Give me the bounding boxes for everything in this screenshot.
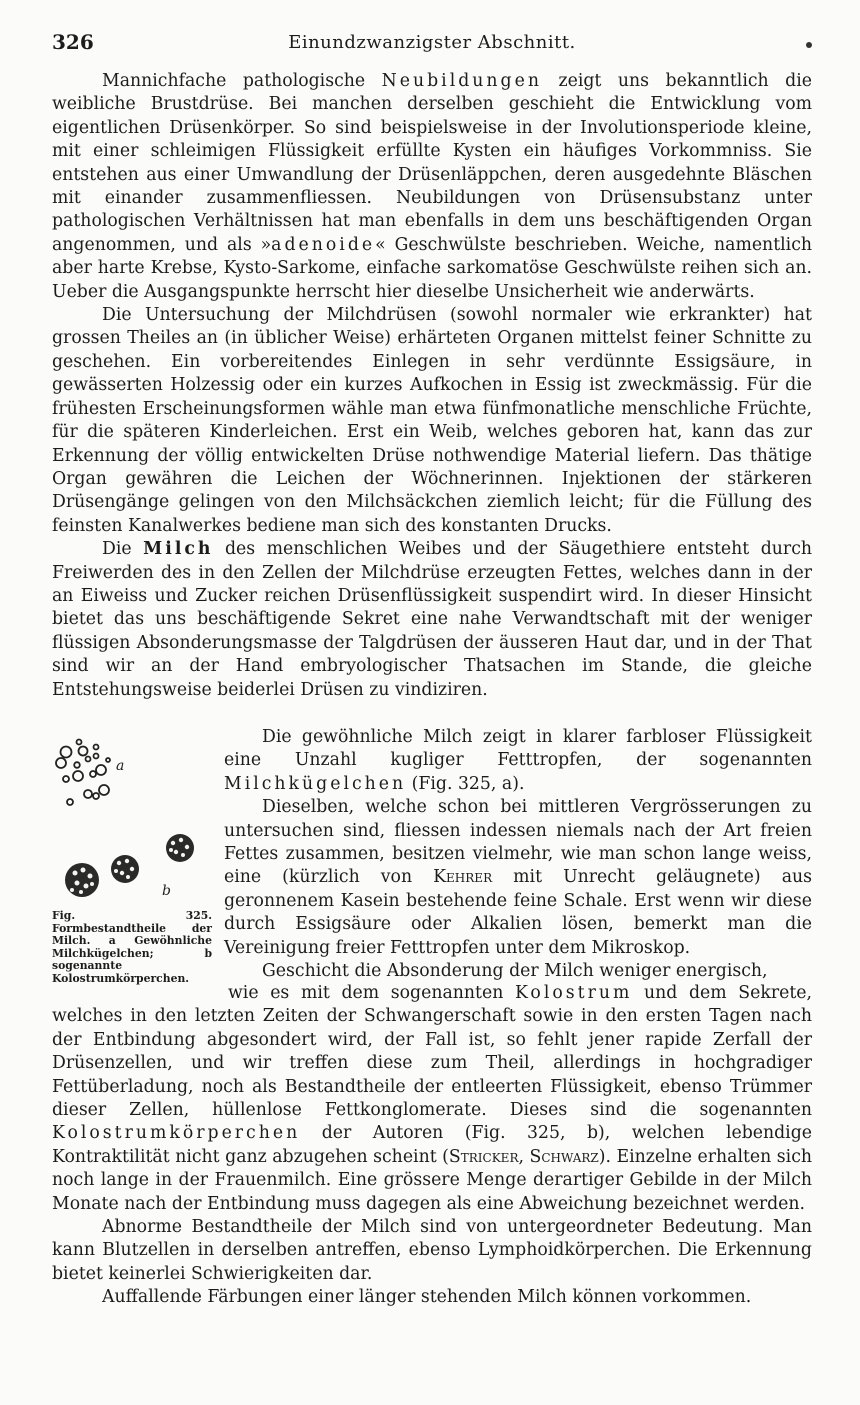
paragraph-kolostrum <box>52 982 812 1216</box>
paragraph-geschicht-start: Geschicht die Absonderung der Milch weniger energisch, <box>262 961 768 982</box>
paragraph-faerbungen: Auffallende Färbungen einer länger stehenden Milch können vorkommen. <box>102 1287 752 1308</box>
text-run: der Autoren (Fig. 325, b), welchen lebendige Kontraktilität nicht ganz abzugehen scheint ( <box>52 1123 812 1167</box>
text-run: (Fig. 325, a). <box>406 773 525 794</box>
emphasis-milch: Milch <box>143 539 214 560</box>
text-run: und dem Sekrete, welches in den letzten Zeiten der Schwangerschaft sowie in den ersten Tagen nach der Entbindung abgesondert wird, der Fall ist, so fehlt jener rapide Zerfall der Drüsenzellen, und wir treffen diese zum Theil, allerdings in hochgradiger Fettüberladung, noch als Bestandtheile der entleerten Flüssigkeit, ebenso Trümmer dieser Zellen, hüllenlose Fettkonglomerate. Dieses sind die sogenannten <box>52 983 812 1121</box>
text-run: Die gewöhnliche Milch zeigt in klarer farbloser Flüssigkeit eine Unzahl kugliger Fetttropfen, der sogenannten <box>224 727 812 771</box>
fig-label-a: a <box>116 758 125 774</box>
text-run: Dieselben, welche schon bei mittleren Vergrösserungen zu untersuchen sind, fliessen indessen niemals nach der Art freien Fettes zusammen, besitzen vielmehr, wie man schon lange weiss, eine (kürzlich von <box>224 797 812 888</box>
milk-globules-illustration <box>52 732 216 912</box>
paragraph-milch <box>52 538 812 702</box>
milk-globules-a <box>56 740 110 806</box>
lower-text <box>52 982 812 1310</box>
text-run: « Geschwülste beschrieben. Weiche, namentlich aber harte Krebse, Kysto-Sarkome, einfache sarkomatöse Geschwülste reihen sich an. Ueber die Ausgangspunkte herrscht hier dieselbe Unsicherheit wie anderwärts. <box>52 234 812 302</box>
text-run: mit Unrecht geläugnete) aus geronnenem Kasein bestehende feine Schale. Erst wenn wir diese durch Essigsäure oder Alkalien lösen, bemerkt man die Vereinigung freier Fetttropfen unter dem Mikroskop. <box>224 867 812 958</box>
figure-325 <box>52 732 216 994</box>
text-run: Die <box>102 539 144 560</box>
paragraph-milchkuegelchen <box>224 726 812 796</box>
emphasis-kolostrumkoerperchen: Kolostrumkörperchen <box>52 1123 301 1144</box>
fig-label-b: b <box>162 883 171 899</box>
page-header <box>52 30 812 56</box>
main-text <box>52 70 812 702</box>
figure-caption <box>52 910 212 986</box>
emphasis-neubildungen: Neubildungen <box>381 71 542 91</box>
emphasis-kolostrum: Kolostrum <box>514 983 633 1003</box>
author-schwarz: Schwarz <box>529 1146 599 1167</box>
text-run: des menschlichen Weibes und der Säugethiere entsteht durch Freiwerden des in den Zellen der Milchdrüse erzeugten Fettes, welches dann in der an Eiweiss und Zucker reichen Drüsenflüssigkeit suspendirt wird. In dieser Hinsicht bietet das uns beschäftigende Sekret eine nahe Verwandtschaft mit der weniger flüssigen Absonderungsmasse der Talgdrüsen der äusseren Haut dar, und in der That sind wir an der Hand embryologischer Thatsachen im Stande, die gleiche Entstehungsweise beiderlei Drüsen zu vindiziren. <box>52 539 813 700</box>
text-run: , <box>518 1146 530 1167</box>
text-run: Mannichfache pathologische <box>102 71 382 91</box>
paragraph-untersuchung: Die Untersuchung der Milchdrüsen (sowohl normaler wie erkrankter) hat grossen Theiles an (in üblicher Weise) erhärteten Organen mittelst feiner Schnitte zu geschehen. Ein vorbereitendes Einlegen in sehr verdünnte Essigsäure, in gewässerten Holzessig oder ein kurzes Aufkochen in Essig ist zweckmässig. Für die frühesten Erscheinungsformen wähle man etwa fünfmonatliche menschliche Früchte, für die späteren Kinderleichen. Erst ein Weib, welches geboren hat, kann das zur Erkennung der völlig entwickelten Drüse nothwendige Material liefern. Das thätige Organ gewähren die Leichen der Wöchnerinnen. Injektionen der stärkeren Drüsengänge gelingen von den Milchsäckchen ziemlich leicht; für die Füllung des feinsten Kanalwerkes bediene man sich des konstanten Drucks. <box>52 305 812 536</box>
page-number: 326 <box>52 30 94 54</box>
side-text <box>224 726 812 983</box>
paragraph-neubildungen <box>52 70 812 304</box>
emphasis-adenoide: adenoide <box>271 234 376 255</box>
text-run: zeigt uns bekanntlich die weibliche Brustdrüse. Bei manchen derselben geschieht die Entwicklung vom eigentlichen Drüsenkörper. So sind beispielsweise in der Involutionsperiode kleine, mit einer schleimigen Flüssigkeit erfüllte Kysten ein häufiges Vorkommniss. Sie entstehen aus einer Umwandlung der Drüsenläppchen, deren ausgedehnte Bläschen mit einander zusammenfliessen. Neubildungen von Drüsensubstanz unter pathologischen Verhältnissen hat man ebenfalls in dem uns beschäftigenden Organ angenommen, und als » <box>52 71 812 255</box>
kolostrum-bodies-b <box>65 834 194 897</box>
author-stricker: Stricker <box>448 1146 519 1167</box>
text-run: wie es mit dem sogenannten <box>228 983 515 1003</box>
text-run: ). Einzelne erhalten sich noch lange in der Frauenmilch. Eine grössere Menge derartiger Gebilde in der Milch Monate nach der Entbindung muss dagegen als eine Abweichung bezeichnet werden. <box>52 1146 812 1214</box>
author-kehrer: Kehrer <box>433 867 493 888</box>
caption-text: Fig. 325. Formbestandtheile der Milch. a Gewöhnliche Milchkügelchen; b sogenannte Kolostrumkörperchen. <box>52 909 212 985</box>
paragraph-dieselben <box>224 796 812 960</box>
paragraph-abnorme: Abnorme Bestandtheile der Milch sind von untergeordneter Bedeutung. Man kann Blutzellen in derselben antreffen, ebenso Lymphoidkörperchen. Die Erkennung bietet keinerlei Schwierigkeiten dar. <box>52 1217 812 1284</box>
ink-dot <box>806 42 812 48</box>
running-title: Einundzwanzigster Abschnitt. <box>288 32 576 53</box>
emphasis-milchkuegelchen: Milchkügelchen <box>224 773 407 794</box>
